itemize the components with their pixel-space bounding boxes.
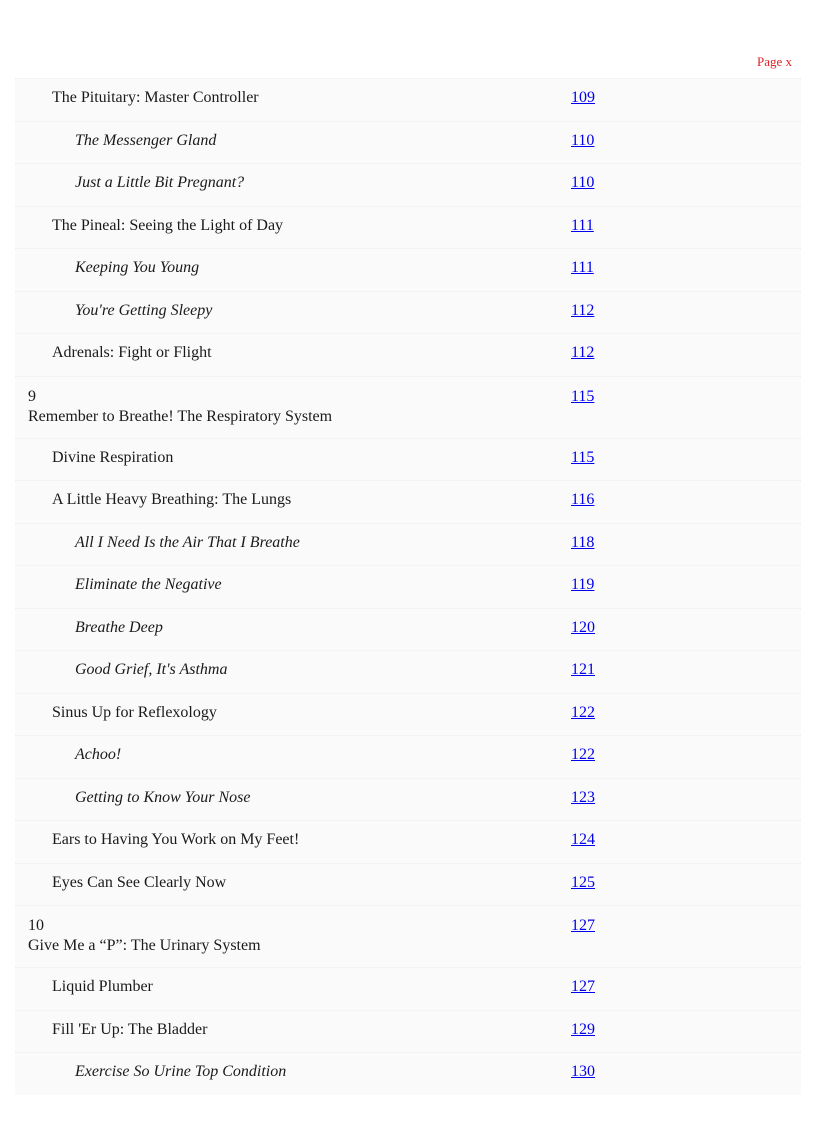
page-link[interactable]: 130 [571, 1063, 595, 1080]
toc-entry-row [15, 735, 801, 778]
toc-entry-title: The Pineal: Seeing the Light of Day [52, 216, 284, 234]
toc-entry-title: Ears to Having You Work on My Feet! [52, 831, 300, 848]
page-number: Page x [756, 54, 792, 69]
page-link[interactable]: 122 [571, 746, 595, 763]
page-link[interactable]: 119 [571, 576, 595, 593]
page-link[interactable]: 120 [571, 618, 595, 636]
toc-entry-title: Eyes Can See Clearly Now [52, 873, 227, 891]
page-link[interactable]: 112 [571, 301, 595, 319]
toc-entry-row [15, 1010, 801, 1053]
chapter-title [28, 387, 332, 427]
toc-entry-title: Breathe Deep [75, 618, 163, 636]
page-link[interactable]: 115 [571, 387, 595, 405]
page-link[interactable]: 129 [571, 1020, 595, 1038]
page-link[interactable]: 116 [571, 491, 595, 508]
toc-entry-title: Keeping You Young [75, 259, 200, 276]
page-link[interactable]: 115 [571, 448, 595, 466]
toc-entry-title: Eliminate the Negative [75, 576, 222, 593]
toc-entry-row [15, 438, 801, 481]
page-link[interactable]: 127 [571, 917, 595, 934]
page-link[interactable]: 121 [571, 661, 595, 678]
toc-entry-row [15, 163, 801, 206]
toc-entry-row [15, 778, 801, 821]
page-link[interactable]: 118 [571, 533, 595, 551]
page-link[interactable]: 109 [571, 89, 595, 106]
toc-entry-row [15, 650, 801, 693]
toc-entry-title: The Messenger Gland [75, 131, 217, 149]
toc-entry-title: Just a Little Bit Pregnant? [75, 174, 245, 191]
toc-entry-title: Sinus Up for Reflexology [52, 703, 217, 721]
toc-entry-row [15, 863, 801, 906]
toc-entry-row [15, 967, 801, 1010]
toc-entry-title: Divine Respiration [52, 448, 174, 466]
page-link[interactable]: 110 [571, 131, 595, 149]
chapter-title-text: Give Me a “P”: The Urinary System [28, 937, 261, 954]
page-link[interactable]: 111 [571, 259, 594, 276]
toc-entry-row [15, 291, 801, 334]
toc-entry-row [15, 480, 801, 523]
page-link[interactable]: 125 [571, 873, 595, 891]
toc-entry-row [15, 206, 801, 249]
chapter-number: 10 [28, 917, 44, 934]
toc-entry-title: Achoo! [75, 746, 122, 763]
toc-entry-title: All I Need Is the Air That I Breathe [75, 533, 300, 551]
toc-chapter-row [15, 376, 801, 438]
toc-entry-title: You're Getting Sleepy [75, 301, 213, 319]
toc-entry-row [15, 121, 801, 164]
toc-entry-row [15, 523, 801, 566]
toc-entry-title: Exercise So Urine Top Condition [75, 1063, 287, 1080]
toc-entry-row [15, 333, 801, 376]
toc-entry-title: The Pituitary: Master Controller [52, 89, 259, 106]
toc-entry-title: Getting to Know Your Nose [75, 788, 251, 806]
toc-entry-row [15, 608, 801, 651]
toc-entry-row [15, 693, 801, 736]
page-link[interactable]: 123 [571, 788, 595, 806]
page-link[interactable]: 124 [571, 831, 595, 848]
page-link[interactable]: 112 [571, 344, 595, 361]
toc-entry-row [15, 565, 801, 608]
page-link[interactable]: 110 [571, 174, 595, 191]
toc-entry-row [15, 248, 801, 291]
chapter-title-text: Remember to Breathe! The Respiratory System [28, 407, 333, 425]
chapter-number: 9 [28, 387, 36, 405]
page-link[interactable]: 111 [571, 216, 594, 234]
toc-entry-title: Fill 'Er Up: The Bladder [52, 1020, 208, 1038]
chapter-title [28, 916, 261, 956]
page-link[interactable]: 127 [571, 978, 595, 995]
table-of-contents [15, 78, 801, 1095]
toc-entry-title: Liquid Plumber [52, 978, 153, 995]
toc-entry-title: Good Grief, It's Asthma [75, 661, 228, 678]
toc-entry-row [15, 78, 801, 121]
toc-entry-title: Adrenals: Fight or Flight [52, 344, 212, 361]
page-link[interactable]: 122 [571, 703, 595, 721]
toc-entry-row [15, 820, 801, 863]
toc-entry-row [15, 1052, 801, 1095]
toc-entry-title: A Little Heavy Breathing: The Lungs [52, 491, 292, 508]
toc-chapter-row [15, 905, 801, 967]
